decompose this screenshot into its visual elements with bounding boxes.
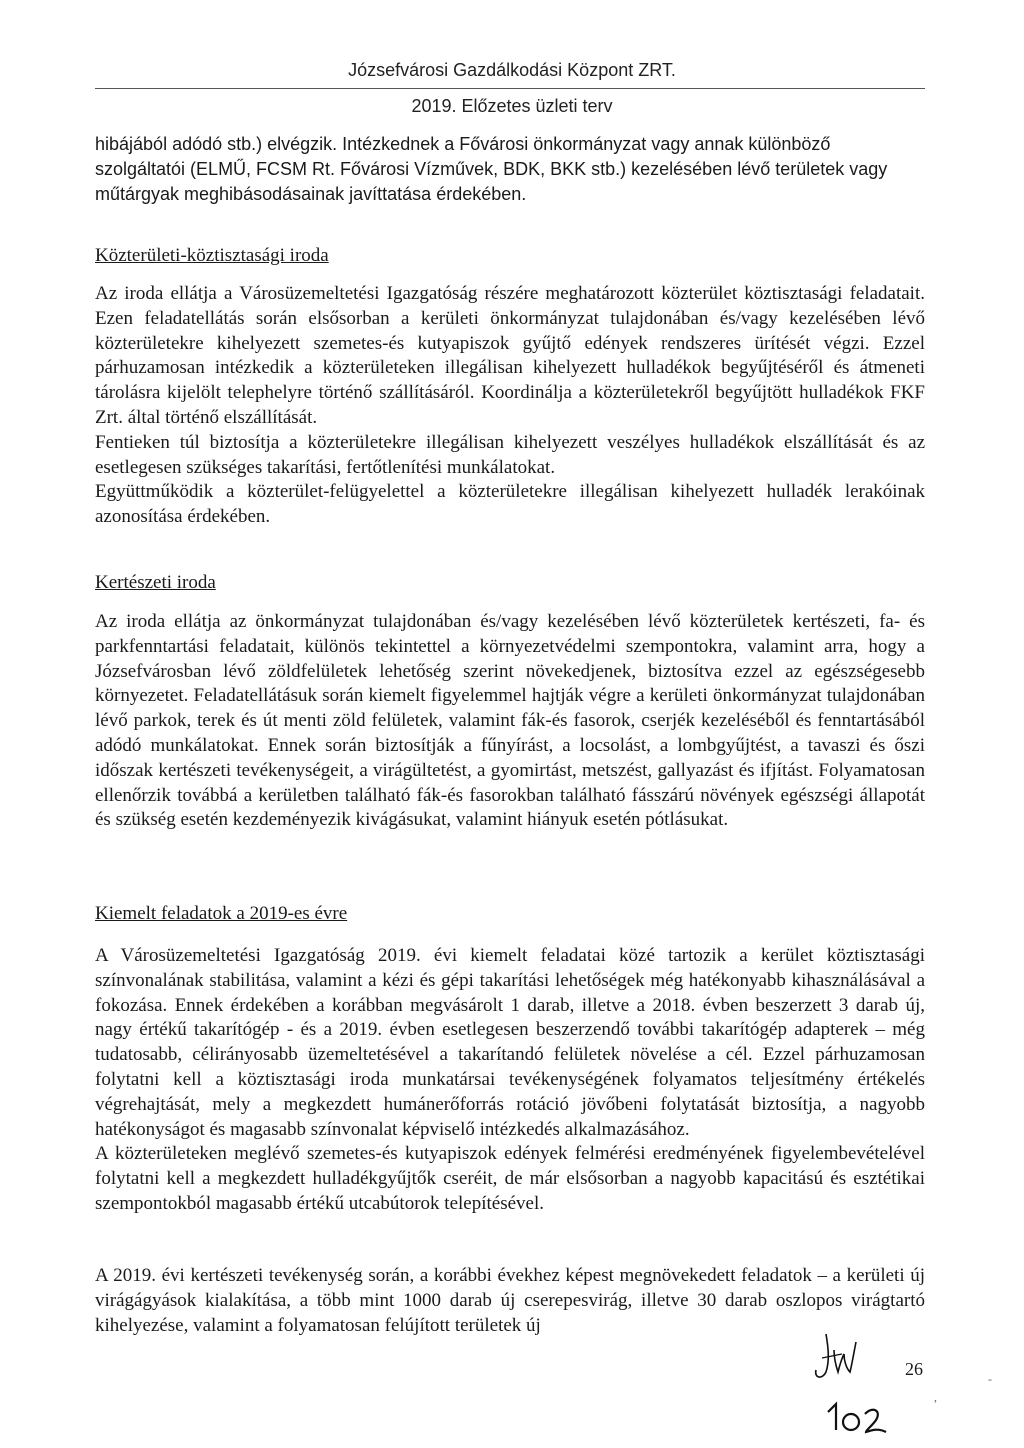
paragraph: Az iroda ellátja a Városüzemeltetési Igazgatóság részére meghatározott közterület köztisztasági feladatait. Ezen feladatellátás során elsősorban a kerületi önkormányzat tulajdonában és/vagy kezelésében lévő közterületekre kihelyezett szemetes-és kutyapiszok gyűjtő edények rendszeres ürítését végzi. Ezzel párhuzamosan intézkedik a közterületeken illegálisan kihelyezett hulladékok begyűjtéséről és átmeneti tárolásra kijelölt telephelyre történő szállításáról. Koordinálja a közterületekről begyűjtött hulladékok FKF Zrt. által történő elszállítását. [95,283,925,428]
section-heading: Kertészeti iroda [95,572,216,593]
paragraph: Az iroda ellátja az önkormányzat tulajdonában és/vagy kezelésében lévő közterületek kertészeti, fa- és parkfenntartási feladatait, különös tekintettel a környezetvédelmi szempontokra, valamint arra, hogy a Józsefvárosban lévő zöldfelületek lehetőség szerint növekedjenek, biztosítva ezzel az egészségesebb környezetet. Feladatellátásuk során kiemelt figyelemmel hajtják végre a kerületi önkormányzat tulajdonában lévő parkok, terek és út menti zöld felületek, valamint fák-és fasorok, cserjék kezeléséből és fenntartásából adódó munkálatokat. Ennek során biztosítják a fűnyírást, a locsolást, a lombgyűjtést, a tavaszi és őszi időszak kertészeti tevékenységeit, a virágültetést, a gyomirtást, metszést, gallyazást és ifjítást. Folyamatosan ellenőrzik továbbá a kerületben található fák-és fasorokban található fásszárú növények egészségi állapotát és szükség esetén kezdeményezik kivágásukat, valamint hiányuk esetén pótlásukat. [95,611,925,831]
section-kiemelt-continued [95,1264,925,1338]
page-number: 26 [905,1359,923,1379]
section-kerteszeti [95,572,925,594]
paragraph: A közterületeken meglévő szemetes-és kutyapiszok edények felmérési eredményének figyelembevételével folytatni kell a megkezdett hulladékgyűjtők cseréit, de már elsősorban a nagyobb kapacitású és esztétikai szempontokból magasabb értékű utcabútorok telepítésével. [95,1143,925,1214]
paragraph: A 2019. évi kertészeti tevékenység során, a korábbi évekhez képest megnövekedett feladatok – a kerületi új virágágyások kialakítása, a több mint 1000 darab új cserepesvirág, illetve 30 darab oszlopos virágtartó kihelyezése, valamint a folyamatosan felújított területek új [95,1265,925,1336]
section-kerteszeti-body [95,610,925,833]
section-heading: Kiemelt feladatok a 2019-es évre [95,903,348,924]
intro-paragraph: hibájából adódó stb.) elvégzik. Intézkednek a Fővárosi önkormányzat vagy annak különböző szolgáltatói (ELMŰ, FCSM Rt. Fővárosi Vízművek, BDK, BKK stb.) kezelésében lévő területek vagy műtárgyak meghibásodásainak javíttatása érdekében. [95,134,888,204]
paragraph: Fentieken túl biztosítja a közterületekre illegálisan kihelyezett veszélyes hulladékok elszállítását és az esetlegesen szükséges takarítási, fertőtlenítési munkálatokat. [95,431,925,478]
header-divider [95,88,925,89]
margin-mark: , [934,1390,937,1404]
section-kozteruleti-body [95,282,925,530]
section-kiemelt [95,903,925,925]
paragraph: Együttműködik a közterület-felügyelettel a közterületekre illegálisan kihelyezett hulladék lerakóinak azonosítása érdekében. [95,481,925,528]
document-header-subtitle: 2019. Előzetes üzleti terv [411,96,613,116]
handwritten-page-number [820,1398,900,1438]
signature-initials [808,1328,888,1384]
section-kozteruleti [95,245,925,267]
intro-paragraph-block [95,132,925,206]
section-kiemelt-body [95,944,925,1217]
margin-mark: - [988,1372,992,1386]
section-heading: Közterületi-köztisztasági iroda [95,245,329,266]
document-header-company: Józsefvárosi Gazdálkodási Központ ZRT. [348,60,676,80]
paragraph: A Városüzemeltetési Igazgatóság 2019. évi kiemelt feladatai közé tartozik a kerület köztisztasági színvonalának stabilitása, valamint a kézi és gépi takarítási lehetőségek még hatékonyabb kihasználásával a fokozása. Ennek érdekében a korábban megvásárolt 1 darab, illetve a 2018. évben beszerzett 3 darab új, nagy értékű takarítógép - és a 2019. évben esetlegesen beszerzendő további takarítógép adapterek – még tudatosabb, célirányosabb üzemeltetésével a takarítandó felületek növelése a cél. Ezzel párhuzamosan folytatni kell a köztisztasági iroda munkatársai tevékenységének folyamatos teljesítmény értékelés végrehajtását, mely a megkezdett humánerőforrás rotáció jövőbeni folytatását biztosítja, a nagyobb hatékonyságot és magasabb színvonalat képviselő intézkedés alkalmazásához. [95,945,925,1140]
